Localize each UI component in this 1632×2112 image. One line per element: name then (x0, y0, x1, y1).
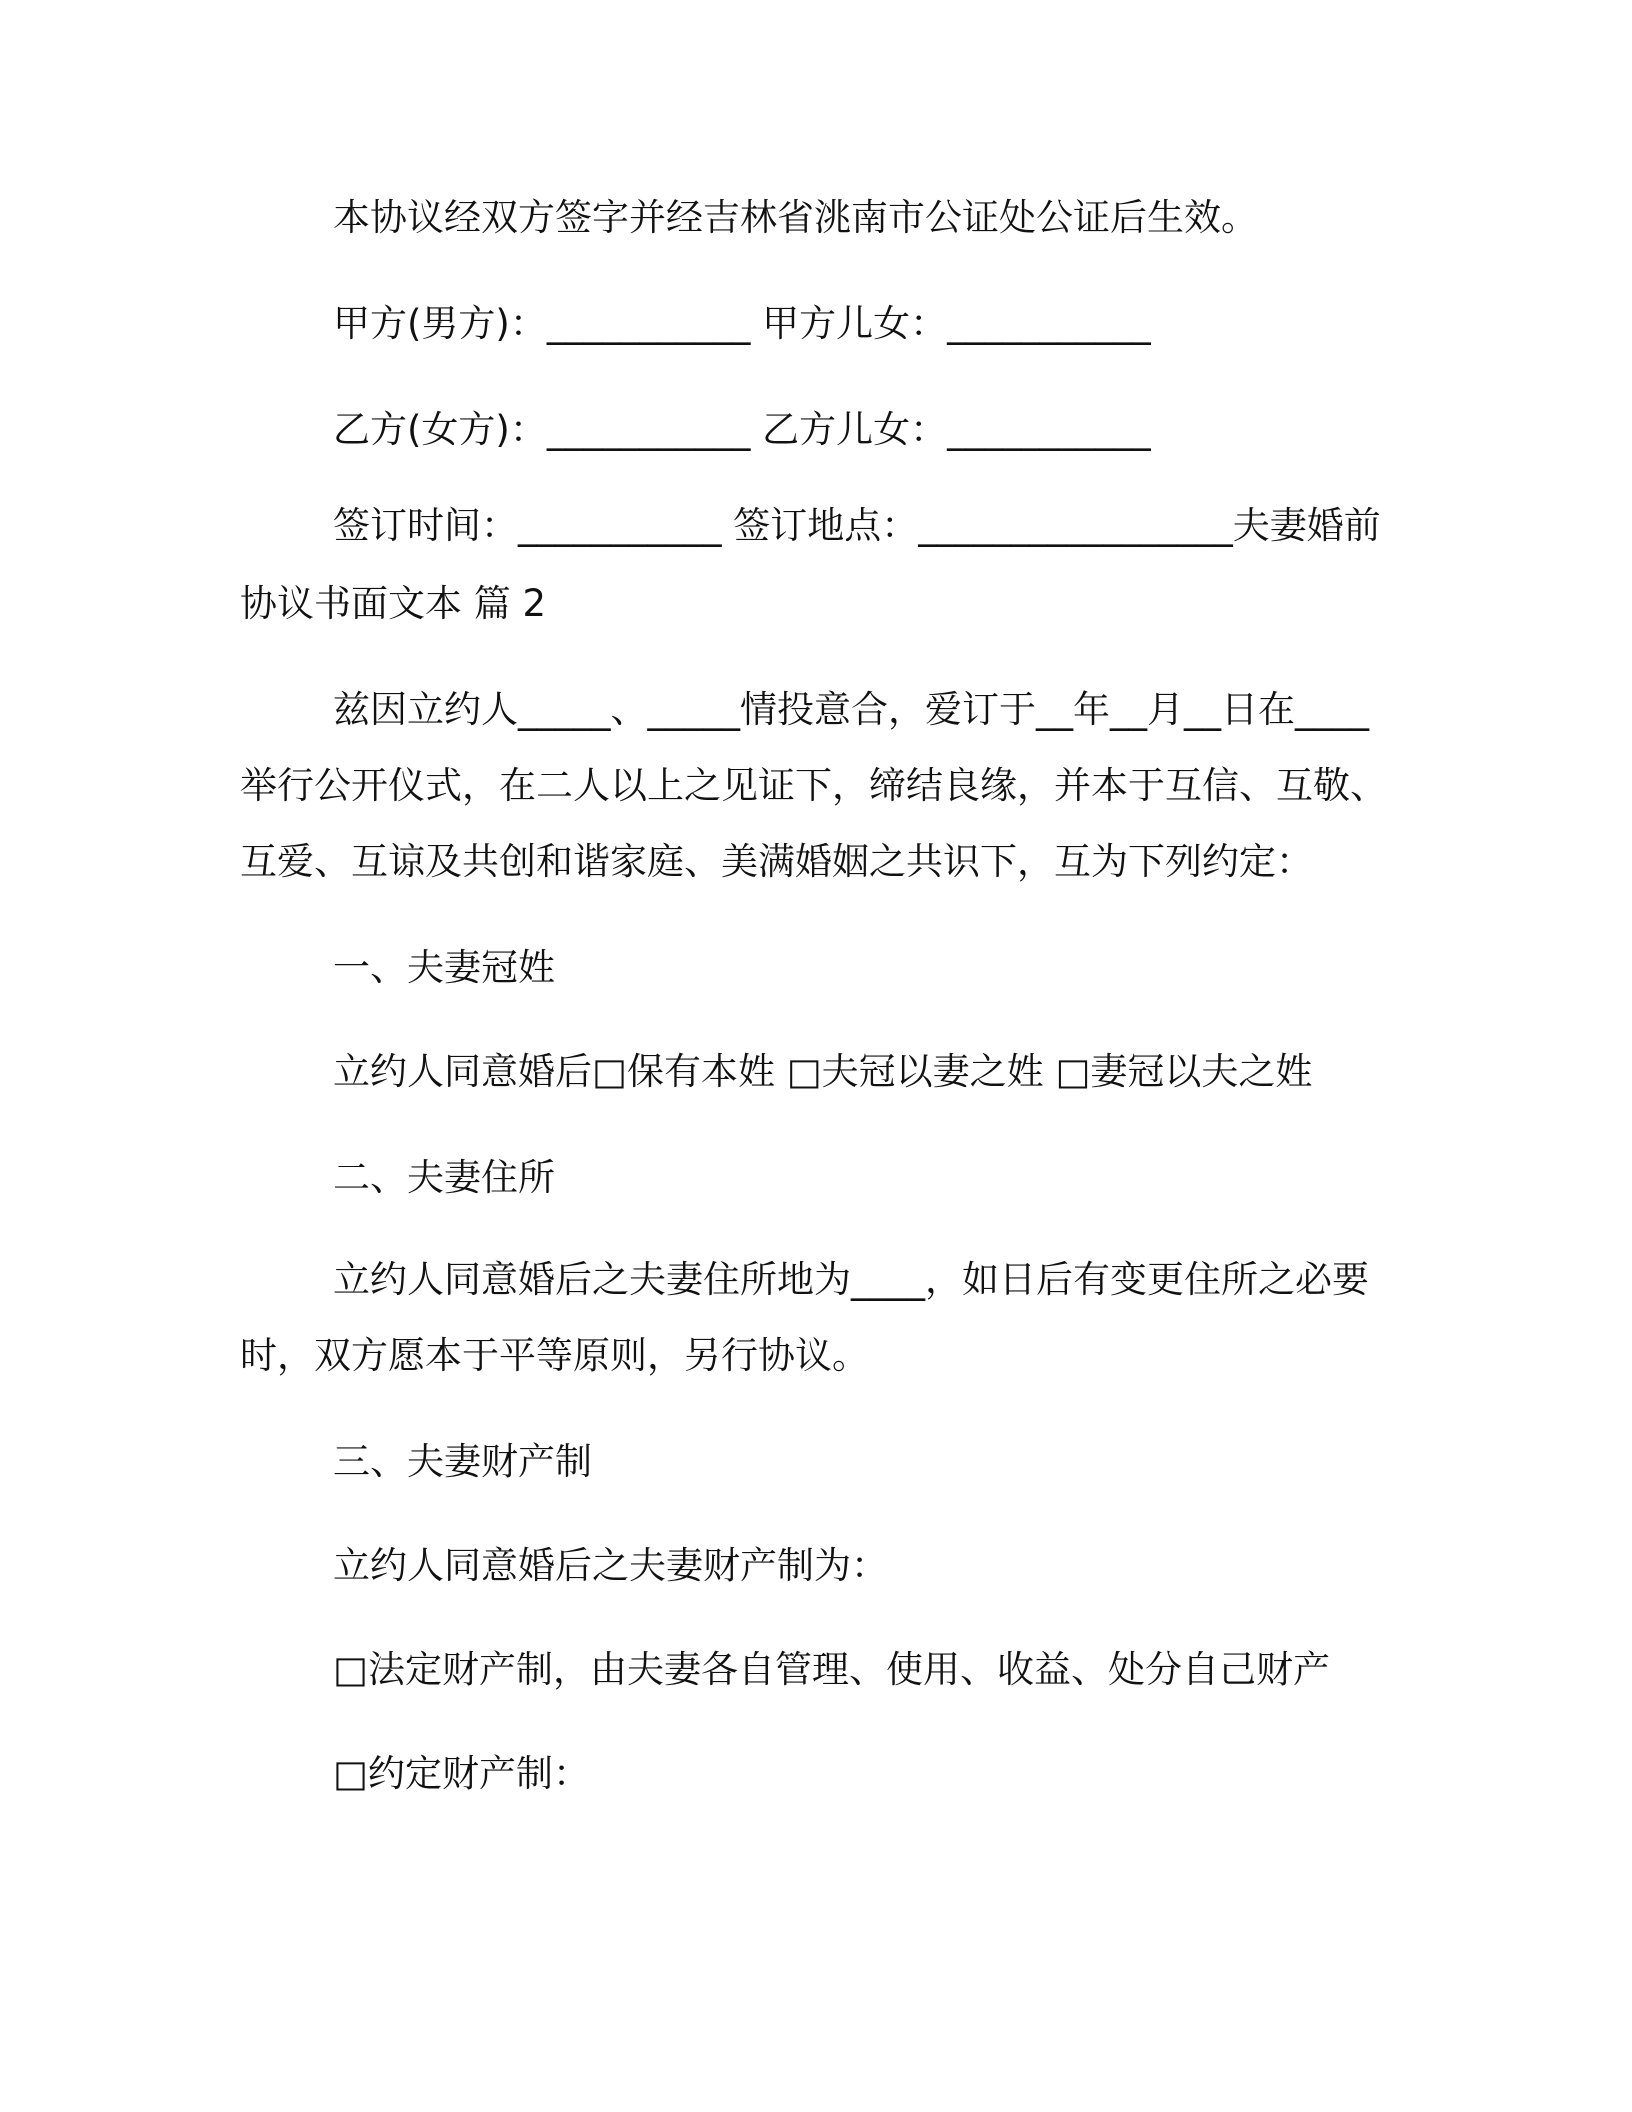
effectiveness-clause: 本协议经双方签字并经吉林省洮南市公证处公证后生效。 (333, 196, 1258, 239)
party-b-signature-line: 乙方(女方)：___________ 乙方儿女：___________ (333, 408, 1151, 451)
signing-time-place-line: 签订时间：___________ 签订地点：_________________夫妻婚前 (333, 504, 1381, 547)
surname-options: 立约人同意婚后□保有本姓 □夫冠以妻之姓 □妻冠以夫之姓 (333, 1050, 1313, 1093)
property-option-agreed: □约定财产制： (333, 1752, 590, 1795)
section-title: 协议书面文本 篇 2 (240, 582, 547, 625)
property-clause: 立约人同意婚后之夫妻财产制为： (333, 1544, 888, 1587)
party-a-signature-line: 甲方(男方)：___________ 甲方儿女：___________ (333, 302, 1151, 345)
heading-residence: 二、夫妻住所 (333, 1156, 555, 1199)
preamble-line-3: 互爱、互谅及共创和谐家庭、美满婚姻之共识下，互为下列约定： (240, 840, 1313, 883)
heading-property: 三、夫妻财产制 (333, 1440, 592, 1483)
preamble-line-1: 兹因立约人_____、_____情投意合，爱订于__年__月__日在____ (333, 688, 1369, 731)
residence-clause-line-2: 时，双方愿本于平等原则，另行协议。 (240, 1334, 869, 1377)
residence-clause-line-1: 立约人同意婚后之夫妻住所地为____，如日后有变更住所之必要 (333, 1258, 1369, 1301)
heading-surname: 一、夫妻冠姓 (333, 946, 555, 989)
property-option-statutory: □法定财产制，由夫妻各自管理、使用、收益、处分自己财产 (333, 1648, 1330, 1691)
preamble-line-2: 举行公开仪式，在二人以上之见证下，缔结良缘，并本于互信、互敬、 (240, 764, 1387, 807)
